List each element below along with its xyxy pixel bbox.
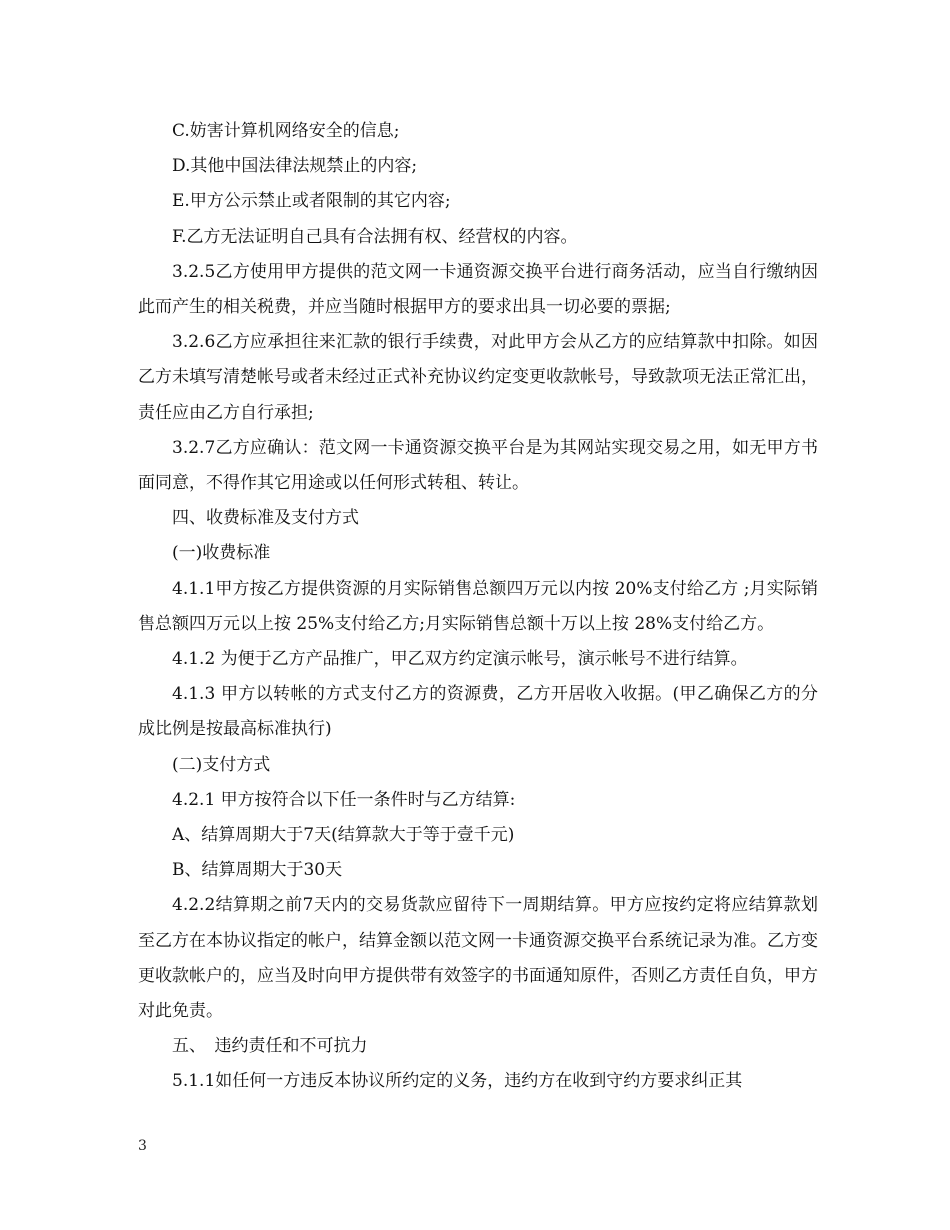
clause-4-1-2: 4.1.2 为便于乙方产品推广，甲乙双方约定演示帐号，演示帐号不进行结算。 [172, 649, 748, 670]
clause-4-1-3: 4.1.3 甲方以转帐的方式支付乙方的资源费，乙方开居收入收据。(甲乙确保乙方的分成比例是按最高标准执行) [138, 684, 818, 740]
subsection-heading-fee-standard: (一)收费标准 [172, 543, 271, 564]
clause-4-2-2: 4.2.2结算期之前7天内的交易货款应留待下一周期结算。甲方应按约定将应结算款划至乙方在本协议指定的帐户，结算金额以范文网一卡通资源交换平台系统记录为准。乙方变更收款帐户的，应当及时向甲方提供带有效签字的书面通知原件，否则乙方责任自负，甲方对此免责。 [138, 895, 818, 1022]
condition-b: B、结算周期大于30天 [172, 860, 343, 881]
clause-3-2-6: 3.2.6乙方应承担往来汇款的银行手续费，对此甲方会从乙方的应结算款中扣除。如因乙方未填写清楚帐号或者未经过正式补充协议约定变更收款帐号，导致款项无法正常汇出，责任应由乙方自行承担; [138, 332, 818, 423]
paragraph-c-network-security: C.妨害计算机网络安全的信息; [172, 121, 400, 141]
clause-3-2-7: 3.2.7乙方应确认：范文网一卡通资源交换平台是为其网站实现交易之用，如无甲方书面同意，不得作其它用途或以任何形式转租、转让。 [138, 437, 818, 494]
clause-5-1-1: 5.1.1如任何一方违反本协议所约定的义务，违约方在收到守约方要求纠正其 [172, 1071, 743, 1092]
paragraph-e-restricted-content: E.甲方公示禁止或者限制的其它内容; [172, 191, 451, 212]
clause-3-2-5: 3.2.5乙方使用甲方提供的范文网一卡通资源交换平台进行商务活动，应当自行缴纳因此而产生的相关税费，并应当随时根据甲方的要求出具一切必要的票据; [138, 261, 818, 318]
section-heading-4: 四、收费标准及支付方式 [172, 508, 359, 529]
subsection-heading-payment-method: (二)支付方式 [172, 754, 271, 775]
condition-a: A、结算周期大于7天(结算款大于等于壹千元) [172, 825, 515, 846]
clause-4-1-1: 4.1.1甲方按乙方提供资源的月实际销售总额四万元以内按 20%支付给乙方 ;月实际销售总额四万元以上按 25%支付给乙方;月实际销售总额十万以上按 28%支付给乙方。 [138, 578, 818, 634]
section-heading-5: 五、 违约责任和不可抗力 [172, 1036, 368, 1057]
document-body [138, 114, 818, 1100]
paragraph-f-ownership: F.乙方无法证明自己具有合法拥有权、经营权的内容。 [172, 226, 578, 247]
page-number: 3 [138, 1138, 147, 1154]
clause-4-2-1: 4.2.1 甲方按符合以下任一条件时与乙方结算: [172, 789, 516, 810]
paragraph-d-prohibited-content: D.其他中国法律法规禁止的内容; [172, 156, 418, 177]
